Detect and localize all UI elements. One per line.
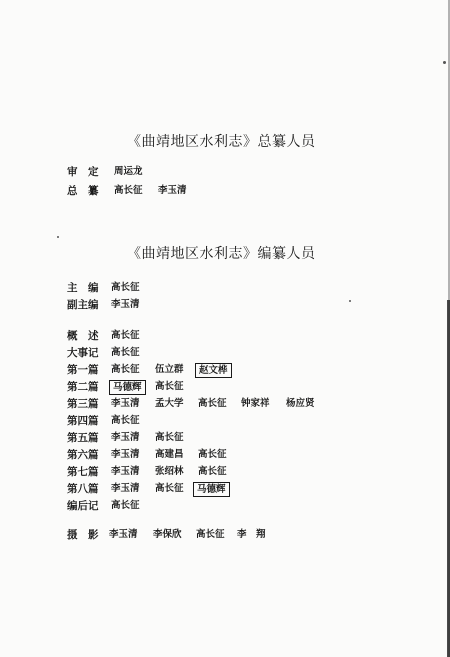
row-gaishu: [67, 328, 267, 344]
person-name: 高长征: [111, 282, 140, 293]
row-label: 第八篇: [67, 483, 99, 495]
person-name: 李玉清: [111, 466, 140, 477]
person-name: 高长征: [155, 483, 184, 494]
person-name: 高长征: [111, 364, 140, 375]
scan-speck: [443, 61, 446, 64]
person-name: 高长征: [196, 529, 225, 540]
row-part-2: [67, 379, 367, 395]
row-zhubian: [67, 280, 267, 296]
row-label: 概 述: [67, 330, 99, 342]
person-name: 李玉清: [111, 483, 140, 494]
person-name: 李保欣: [153, 529, 182, 540]
row-fuzhubian: [67, 297, 267, 313]
person-name: 李玉清: [111, 449, 140, 460]
row-shending: [67, 164, 267, 180]
person-name: 李玉清: [109, 529, 138, 540]
person-name: 高长征: [111, 330, 140, 341]
row-label: 副主编: [67, 299, 99, 311]
row-part-4: [67, 413, 267, 429]
row-label: 第二篇: [67, 381, 99, 393]
row-part-7: [67, 464, 317, 480]
person-name: 伍立群: [155, 364, 184, 375]
person-name: 高长征: [155, 381, 184, 392]
row-zongzuan: [67, 183, 267, 199]
row-label: 编后记: [67, 500, 99, 512]
person-name: 张绍林: [155, 466, 184, 477]
person-name: 杨应贤: [286, 398, 315, 409]
person-name: 高长征: [155, 432, 184, 443]
person-name: 李玉清: [111, 398, 140, 409]
person-name: 高长征: [198, 449, 227, 460]
scan-speck: [349, 300, 351, 302]
person-name-boxed: 马德辉: [109, 380, 146, 395]
person-name: 高长征: [111, 500, 140, 511]
row-part-3: [67, 396, 387, 412]
section-title-editors: 《曲靖地区水利志》编纂人员: [127, 246, 316, 262]
row-photography: [67, 527, 327, 543]
person-name: 李 翔: [237, 529, 266, 540]
person-name-boxed: 马德辉: [193, 482, 230, 497]
person-name: 高建昌: [155, 449, 184, 460]
person-name: 钟家祥: [241, 398, 270, 409]
person-name: 李玉清: [158, 185, 187, 196]
scan-speck: [57, 236, 59, 238]
person-name: 李玉清: [111, 432, 140, 443]
person-name: 高长征: [111, 347, 140, 358]
person-name: 周运龙: [114, 166, 143, 177]
person-name: 高长征: [198, 466, 227, 477]
row-part-5: [67, 430, 267, 446]
row-label: 第一篇: [67, 364, 99, 376]
row-label: 第七篇: [67, 466, 99, 478]
row-label: 审 定: [67, 166, 99, 178]
person-name: 孟大学: [155, 398, 184, 409]
row-label: 第六篇: [67, 449, 99, 461]
row-part-6: [67, 447, 317, 463]
row-label: 摄 影: [67, 529, 99, 541]
person-name-boxed: 赵文桦: [195, 363, 232, 378]
row-label: 第五篇: [67, 432, 99, 444]
row-part-8: [67, 481, 317, 497]
row-part-1: [67, 362, 367, 378]
row-label: 总 纂: [67, 185, 99, 197]
person-name: 高长征: [114, 185, 143, 196]
person-name: 李玉清: [111, 299, 140, 310]
person-name: 高长征: [111, 415, 140, 426]
row-label: 第四篇: [67, 415, 99, 427]
person-name: 高长征: [198, 398, 227, 409]
row-label: 大事记: [67, 347, 99, 359]
row-dashiji: [67, 345, 267, 361]
row-houji: [67, 498, 267, 514]
row-label: 第三篇: [67, 398, 99, 410]
row-label: 主 编: [67, 282, 99, 294]
section-title-total-editors: 《曲靖地区水利志》总纂人员: [127, 134, 316, 150]
